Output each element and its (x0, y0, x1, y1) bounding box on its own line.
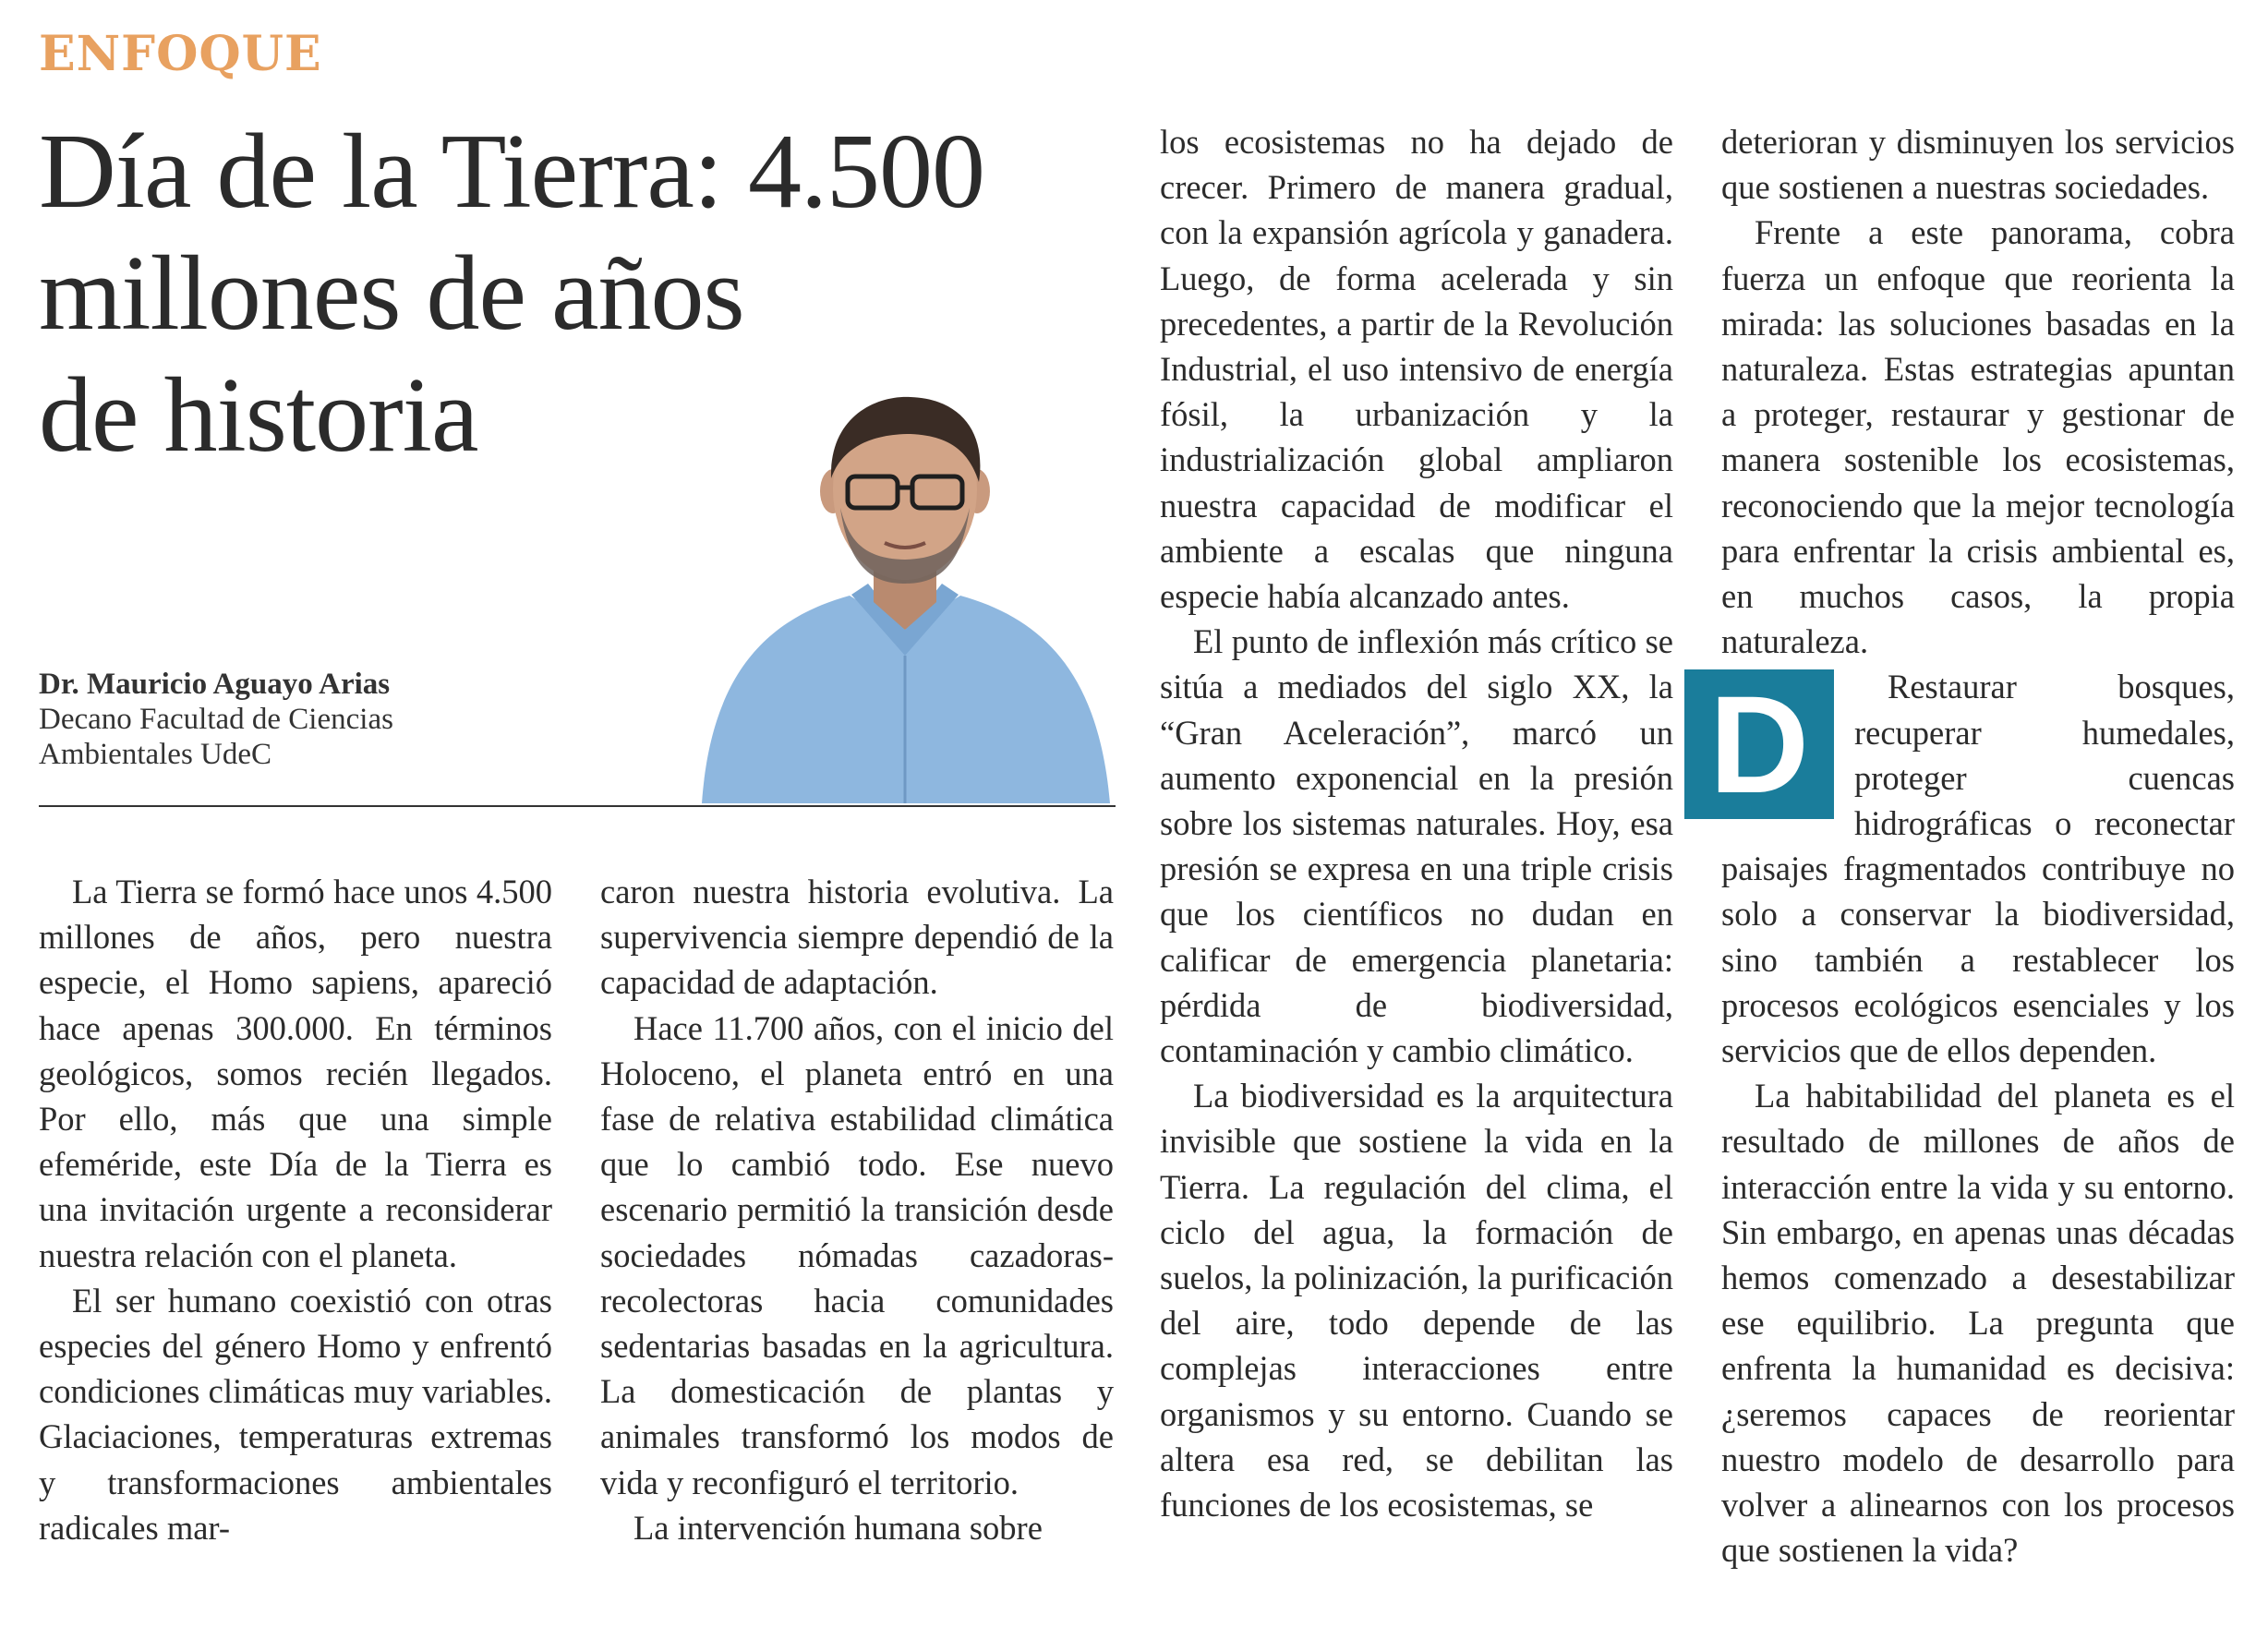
paragraph-continuation: los ecosistemas no ha dejado de crecer. Primero de manera gradual, con la expansión agrícola y ganadera. Luego, de forma acelerada y sin precedentes, a partir de la Revolución Industrial, el uso intensivo de energía fósil, la urbanización y la industrialización global ampliaron nuestra capacidad de modificar el ambiente a escalas que ninguna especie había alcanzado antes. (1160, 123, 1673, 616)
headline-line: de historia (39, 356, 478, 475)
paragraph: La biodiversidad es la arquitectura invisible que sostiene la vida en la Tierra. La regulación del clima, el ciclo del agua, la formación de suelos, la polinización, la purificación del aire, todo depende de las complejas interacciones entre organismos y su entorno. Cuando se altera esa red, se debilitan las funciones de los ecosistemas, se (1160, 1077, 1673, 1524)
text-column-4 (1708, 119, 2235, 1573)
headline-line: Día de la Tierra: 4.500 (39, 113, 985, 231)
paragraph: La intervención humana sobre (633, 1508, 1043, 1547)
paragraph: Frente a este panorama, cobra fuerza un enfoque que reorienta la mirada: las soluciones basadas en la naturaleza. Estas estrategias apuntan a proteger, restaurar y gestionar de manera sostenible los ecosistemas, reconociendo que la mejor tecnología para enfrentar la crisis ambiental es, en muchos casos, la propia naturaleza. (1721, 213, 2235, 661)
author-photo (693, 388, 1117, 803)
author-role: Decano Facultad de Ciencias (39, 703, 393, 736)
paragraph: La Tierra se formó hace unos 4.500 millones de años, pero nuestra especie, el Homo sapiens, apareció hace apenas 300.000. En términos geológicos, somos recién llegados. Por ello, más que una simple efeméride, este Día de la Tierra es una invitación urgente a reconsiderar nuestra relación con el planeta. (39, 873, 552, 1274)
paragraph: El ser humano coexistió con otras especies del género Homo y enfrentó condiciones climáticas muy variables. Glaciaciones, temperaturas extremas y transformaciones ambientales radicales mar- (39, 1281, 552, 1547)
text-column-1 (39, 869, 552, 1550)
header-divider (39, 805, 1116, 807)
author-name: Dr. Mauricio Aguayo Arias (39, 668, 391, 701)
paragraph: Restaurar bosques, recuperar humedales, proteger cuencas hidrográficas o reconectar paisajes fragmentados contribuye no solo a conservar la biodiversidad, sino también a restablecer los procesos ecológicos esenciales y los servicios que de ellos dependen. (1721, 668, 2235, 1070)
paragraph: Hace 11.700 años, con el inicio del Holoceno, el planeta entró en una fase de relativa estabilidad climática que lo cambió todo. Ese nuevo escenario permitió la transición desde sociedades nómadas cazadoras-recolectoras hacia comunidades sedentarias basadas en la agricultura. La domesticación de plantas y animales transformó los modos de vida y reconfiguró el territorio. (600, 1008, 1114, 1501)
paragraph-continuation: caron nuestra historia evolutiva. La supervivencia siempre dependió de la capacidad de adaptación. (600, 873, 1114, 1002)
paragraph: El punto de inflexión más crítico se sitúa a mediados del siglo XX, la “Gran Aceleración”, marcó un aumento exponencial en la presión sobre los sistemas naturales. Hoy, esa presión se expresa en una triple crisis que los científicos no dudan en calificar de emergencia planetaria: pérdida de biodiversidad, contaminación y cambio climático. (1160, 622, 1673, 1070)
dropcap: D (1684, 669, 1834, 819)
headline-line: millones de años (39, 235, 744, 353)
section-label: ENFOQUE (39, 26, 322, 82)
text-column-2 (600, 869, 1114, 1550)
paragraph: La habitabilidad del planeta es el resultado de millones de años de interacción entre la vida y su entorno. Sin embargo, en apenas unas décadas hemos comenzado a desestabilizar ese equilibrio. La pregunta que enfrenta la humanidad es decisiva: ¿seremos capaces de reorientar nuestro modelo de desarrollo para volver a alinearnos con los procesos que sostienen la vida? (1721, 1077, 2235, 1570)
author-byline (39, 667, 685, 772)
text-column-3 (1160, 119, 1673, 1527)
author-role: Ambientales UdeC (39, 738, 272, 771)
paragraph-continuation: deterioran y disminuyen los servicios que sostienen a nuestras sociedades. (1721, 123, 2235, 207)
